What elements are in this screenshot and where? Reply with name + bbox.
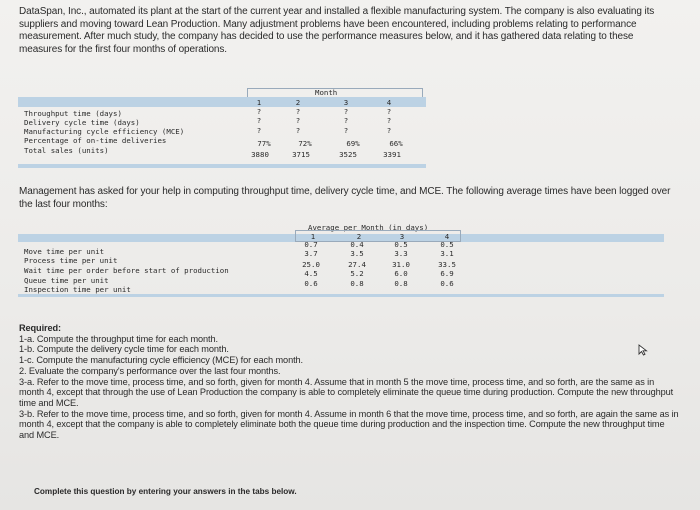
table-cell: 0.8	[394, 279, 408, 288]
table-cell: 5.2	[350, 269, 364, 278]
table-cell: 27.4	[348, 260, 366, 269]
table-cell: 0.5	[440, 240, 454, 249]
table-row-label: Inspection time per unit	[24, 285, 131, 294]
required-item: 1-a. Compute the throughput time for each month.	[19, 333, 218, 344]
table1-col-header: 1	[256, 98, 262, 107]
table-row-label: Wait time per order before start of production	[24, 266, 229, 275]
table-cell: ?	[386, 107, 392, 116]
table-cell: ?	[386, 126, 392, 135]
required-item: 3-a. Refer to the move time, process time, and so forth, given for month 4. Assume that in month 5 the move time, process time, and so forth, are the same as in month 4, except that through the use of Lean Production the company is able to completely eliminate the queue time during production. Compute the new throughput time and MCE.	[19, 376, 674, 408]
table2-col-header: 2	[356, 232, 362, 241]
table-cell: ?	[343, 107, 349, 116]
required-title: Required:	[19, 323, 61, 333]
table-cell: 77%	[257, 139, 271, 148]
required-item: 1-c. Compute the manufacturing cycle efficiency (MCE) for each month.	[19, 355, 303, 366]
table-cell: ?	[256, 116, 262, 125]
table-cell: ?	[295, 116, 301, 125]
table-cell: 3.1	[440, 249, 454, 258]
table-cell: 0.7	[304, 240, 318, 249]
mouse-pointer-icon	[638, 344, 650, 356]
table-cell: 3880	[251, 150, 269, 159]
table2-col-header: 3	[399, 232, 405, 241]
table-cell: 3391	[383, 150, 401, 159]
table-cell: 66%	[389, 139, 403, 148]
table1-col-header: 4	[386, 98, 392, 107]
table-cell: 25.0	[302, 260, 320, 269]
table-cell: 3715	[292, 150, 310, 159]
table-cell: ?	[295, 126, 301, 135]
table-row-label: Manufacturing cycle efficiency (MCE)	[24, 127, 185, 136]
table-row-label: Process time per unit	[24, 256, 118, 265]
instruction-footer: Complete this question by entering your answers in the tabs below.	[34, 487, 297, 496]
table-row-label: Queue time per unit	[24, 276, 109, 285]
table-cell: 31.0	[392, 260, 410, 269]
table-cell: 0.5	[394, 240, 408, 249]
table-cell: 69%	[346, 139, 360, 148]
table-cell: 6.9	[440, 269, 454, 278]
table1-bottom-band	[18, 164, 426, 168]
table-cell: 6.0	[394, 269, 408, 278]
table-cell: ?	[295, 107, 301, 116]
table-row-label: Total sales (units)	[24, 146, 109, 155]
table1-col-header: 3	[343, 98, 349, 107]
table-cell: 0.4	[350, 240, 364, 249]
required-item: 3-b. Refer to the move time, process time, and so forth, given for month 4. Assume in month 6 that the move time, process time, and so forth, are again the same as in month 4, except that the company is able to completely eliminate both the queue time during production and the inspection time. Compute the new throughput time and MCE.	[19, 408, 679, 441]
table-cell: ?	[386, 116, 392, 125]
table1-col-header: 2	[295, 98, 301, 107]
table-cell: 4.5	[304, 269, 318, 278]
problem-intro: DataSpan, Inc., automated its plant at the start of the current year and installed a flexible manufacturing system. The company is also evaluating its suppliers and moving toward Lean Production. Many adjustment problems have been encountered, including problems relating to performance measurement. After much study, the company has decided to use the performance measures below, and it has gathered data relating to these measures for the first four months of operations.	[19, 6, 655, 55]
table2-bottom-band	[18, 294, 664, 297]
table-cell: 3.5	[350, 249, 364, 258]
table-cell: ?	[343, 126, 349, 135]
required-item: 2. Evaluate the company's performance over the last four months.	[19, 365, 281, 376]
table-cell: ?	[256, 107, 262, 116]
table-row-label: Percentage of on-time deliveries	[24, 136, 167, 145]
table-cell: 3.7	[304, 249, 318, 258]
average-times-table	[18, 221, 664, 294]
table-row-label: Throughput time (days)	[24, 109, 122, 118]
required-section	[19, 323, 679, 441]
table-cell: 3.3	[394, 249, 408, 258]
table-cell: ?	[343, 116, 349, 125]
middle-text: Management has asked for your help in computing throughput time, delivery cycle time, and MCE. The following average times have been logged over the last four months:	[19, 186, 671, 210]
table-cell: 3525	[339, 150, 357, 159]
table-cell: 33.5	[438, 260, 456, 269]
table-cell: 0.6	[304, 279, 318, 288]
table-cell: 72%	[298, 139, 312, 148]
table-cell: ?	[256, 126, 262, 135]
table-row-label: Move time per unit	[24, 247, 105, 256]
table2-group-header: Average per Month (in days)	[308, 223, 429, 232]
table-row-label: Delivery cycle time (days)	[24, 118, 140, 127]
table1-group-header: Month	[315, 88, 338, 97]
table-cell: 0.8	[350, 279, 364, 288]
table-cell: 0.6	[440, 279, 454, 288]
performance-measures-table	[18, 88, 426, 168]
table2-col-header: 1	[310, 232, 316, 241]
required-item: 1-b. Compute the delivery cycle time for each month.	[19, 344, 229, 355]
table1-header-band	[18, 97, 426, 107]
table2-col-header: 4	[444, 232, 450, 241]
